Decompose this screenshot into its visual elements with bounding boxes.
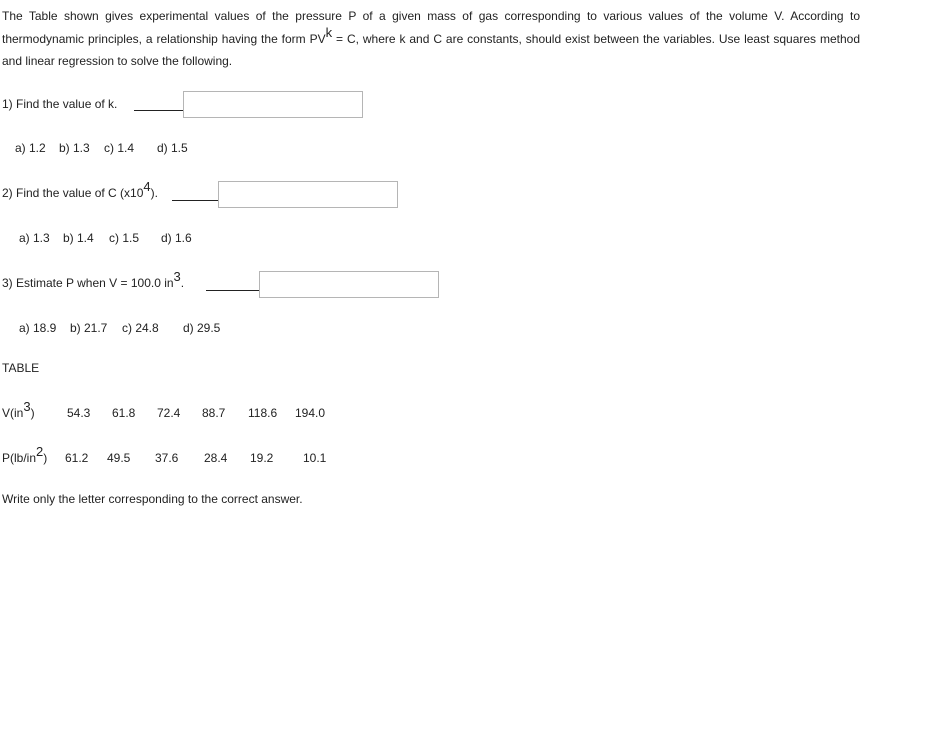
question-2-choices (19, 231, 192, 245)
table-cell: 10.1 (303, 451, 327, 465)
choice-3b: b) 21.7 (70, 321, 108, 335)
instruction-text: Write only the letter corresponding to the correct answer. (2, 492, 303, 506)
choice-1d: d) 1.5 (157, 141, 188, 155)
table-cell: 194.0 (295, 406, 326, 420)
choice-2a: a) 1.3 (19, 231, 50, 245)
choice-2d: d) 1.6 (161, 231, 192, 245)
question-3-choices (19, 321, 220, 335)
table-cell: 72.4 (157, 406, 181, 420)
table-cell: 49.5 (107, 451, 131, 465)
question-2-text-pre: 2) Find the value of C (x10 (2, 186, 144, 200)
intro-text-1: The Table shown gives experimental values of the pressure P of a given mass of gas corresponding to various values of the volume V. According to thermodynamic principles, a relationship having the form PV (2, 9, 860, 46)
question-3-blank-line (206, 290, 259, 291)
table-cell: 37.6 (155, 451, 179, 465)
choice-2c: c) 1.5 (109, 231, 140, 245)
problem-statement (2, 5, 860, 73)
pressure-label-post: ) (43, 451, 48, 465)
question-2-exponent: 4 (143, 179, 151, 194)
question-3-answer-input[interactable] (259, 271, 439, 298)
table-cell: 88.7 (202, 406, 226, 420)
question-1-blank-line (134, 110, 184, 111)
volume-label-exponent: 3 (23, 399, 31, 414)
table-cell: 118.6 (248, 406, 278, 420)
choice-1c: c) 1.4 (104, 141, 135, 155)
question-2-prompt (2, 179, 158, 200)
table-row-label-volume (2, 399, 35, 420)
question-1-text: 1) Find the value of k. (2, 97, 118, 111)
choice-3a: a) 18.9 (19, 321, 57, 335)
table-cell: 54.3 (67, 406, 91, 420)
choice-1a: a) 1.2 (15, 141, 46, 155)
question-3-exponent: 3 (173, 269, 181, 284)
volume-label-pre: V(in (2, 406, 24, 420)
intro-exponent: k (325, 24, 333, 40)
choice-2b: b) 1.4 (63, 231, 94, 245)
question-3-text-pre: 3) Estimate P when V = 100.0 in (2, 276, 174, 290)
question-3-prompt (2, 269, 185, 290)
choice-3c: c) 24.8 (122, 321, 159, 335)
question-2-answer-input[interactable] (218, 181, 398, 208)
table-cell: 61.2 (65, 451, 89, 465)
question-3-text-post: . (180, 276, 185, 290)
pressure-label-pre: P(lb/in (2, 451, 37, 465)
intro-text-2: = C, where k and C are constants, should exist between the variables. Use least squares method and linear regression to solve the following. (2, 31, 860, 68)
choice-3d: d) 29.5 (183, 321, 221, 335)
table-cell: 19.2 (250, 451, 274, 465)
pressure-label-exponent: 2 (36, 444, 44, 459)
question-2-blank-line (172, 200, 218, 201)
question-1-answer-input[interactable] (183, 91, 363, 118)
question-1-prompt (2, 97, 117, 111)
question-1-choices (15, 141, 188, 155)
question-2-text-post: ). (150, 186, 158, 200)
table-cell: 61.8 (112, 406, 136, 420)
table-cell: 28.4 (204, 451, 228, 465)
volume-label-post: ) (30, 406, 35, 420)
table-row-label-pressure (2, 444, 48, 465)
choice-1b: b) 1.3 (59, 141, 90, 155)
table-title: TABLE (2, 361, 40, 375)
